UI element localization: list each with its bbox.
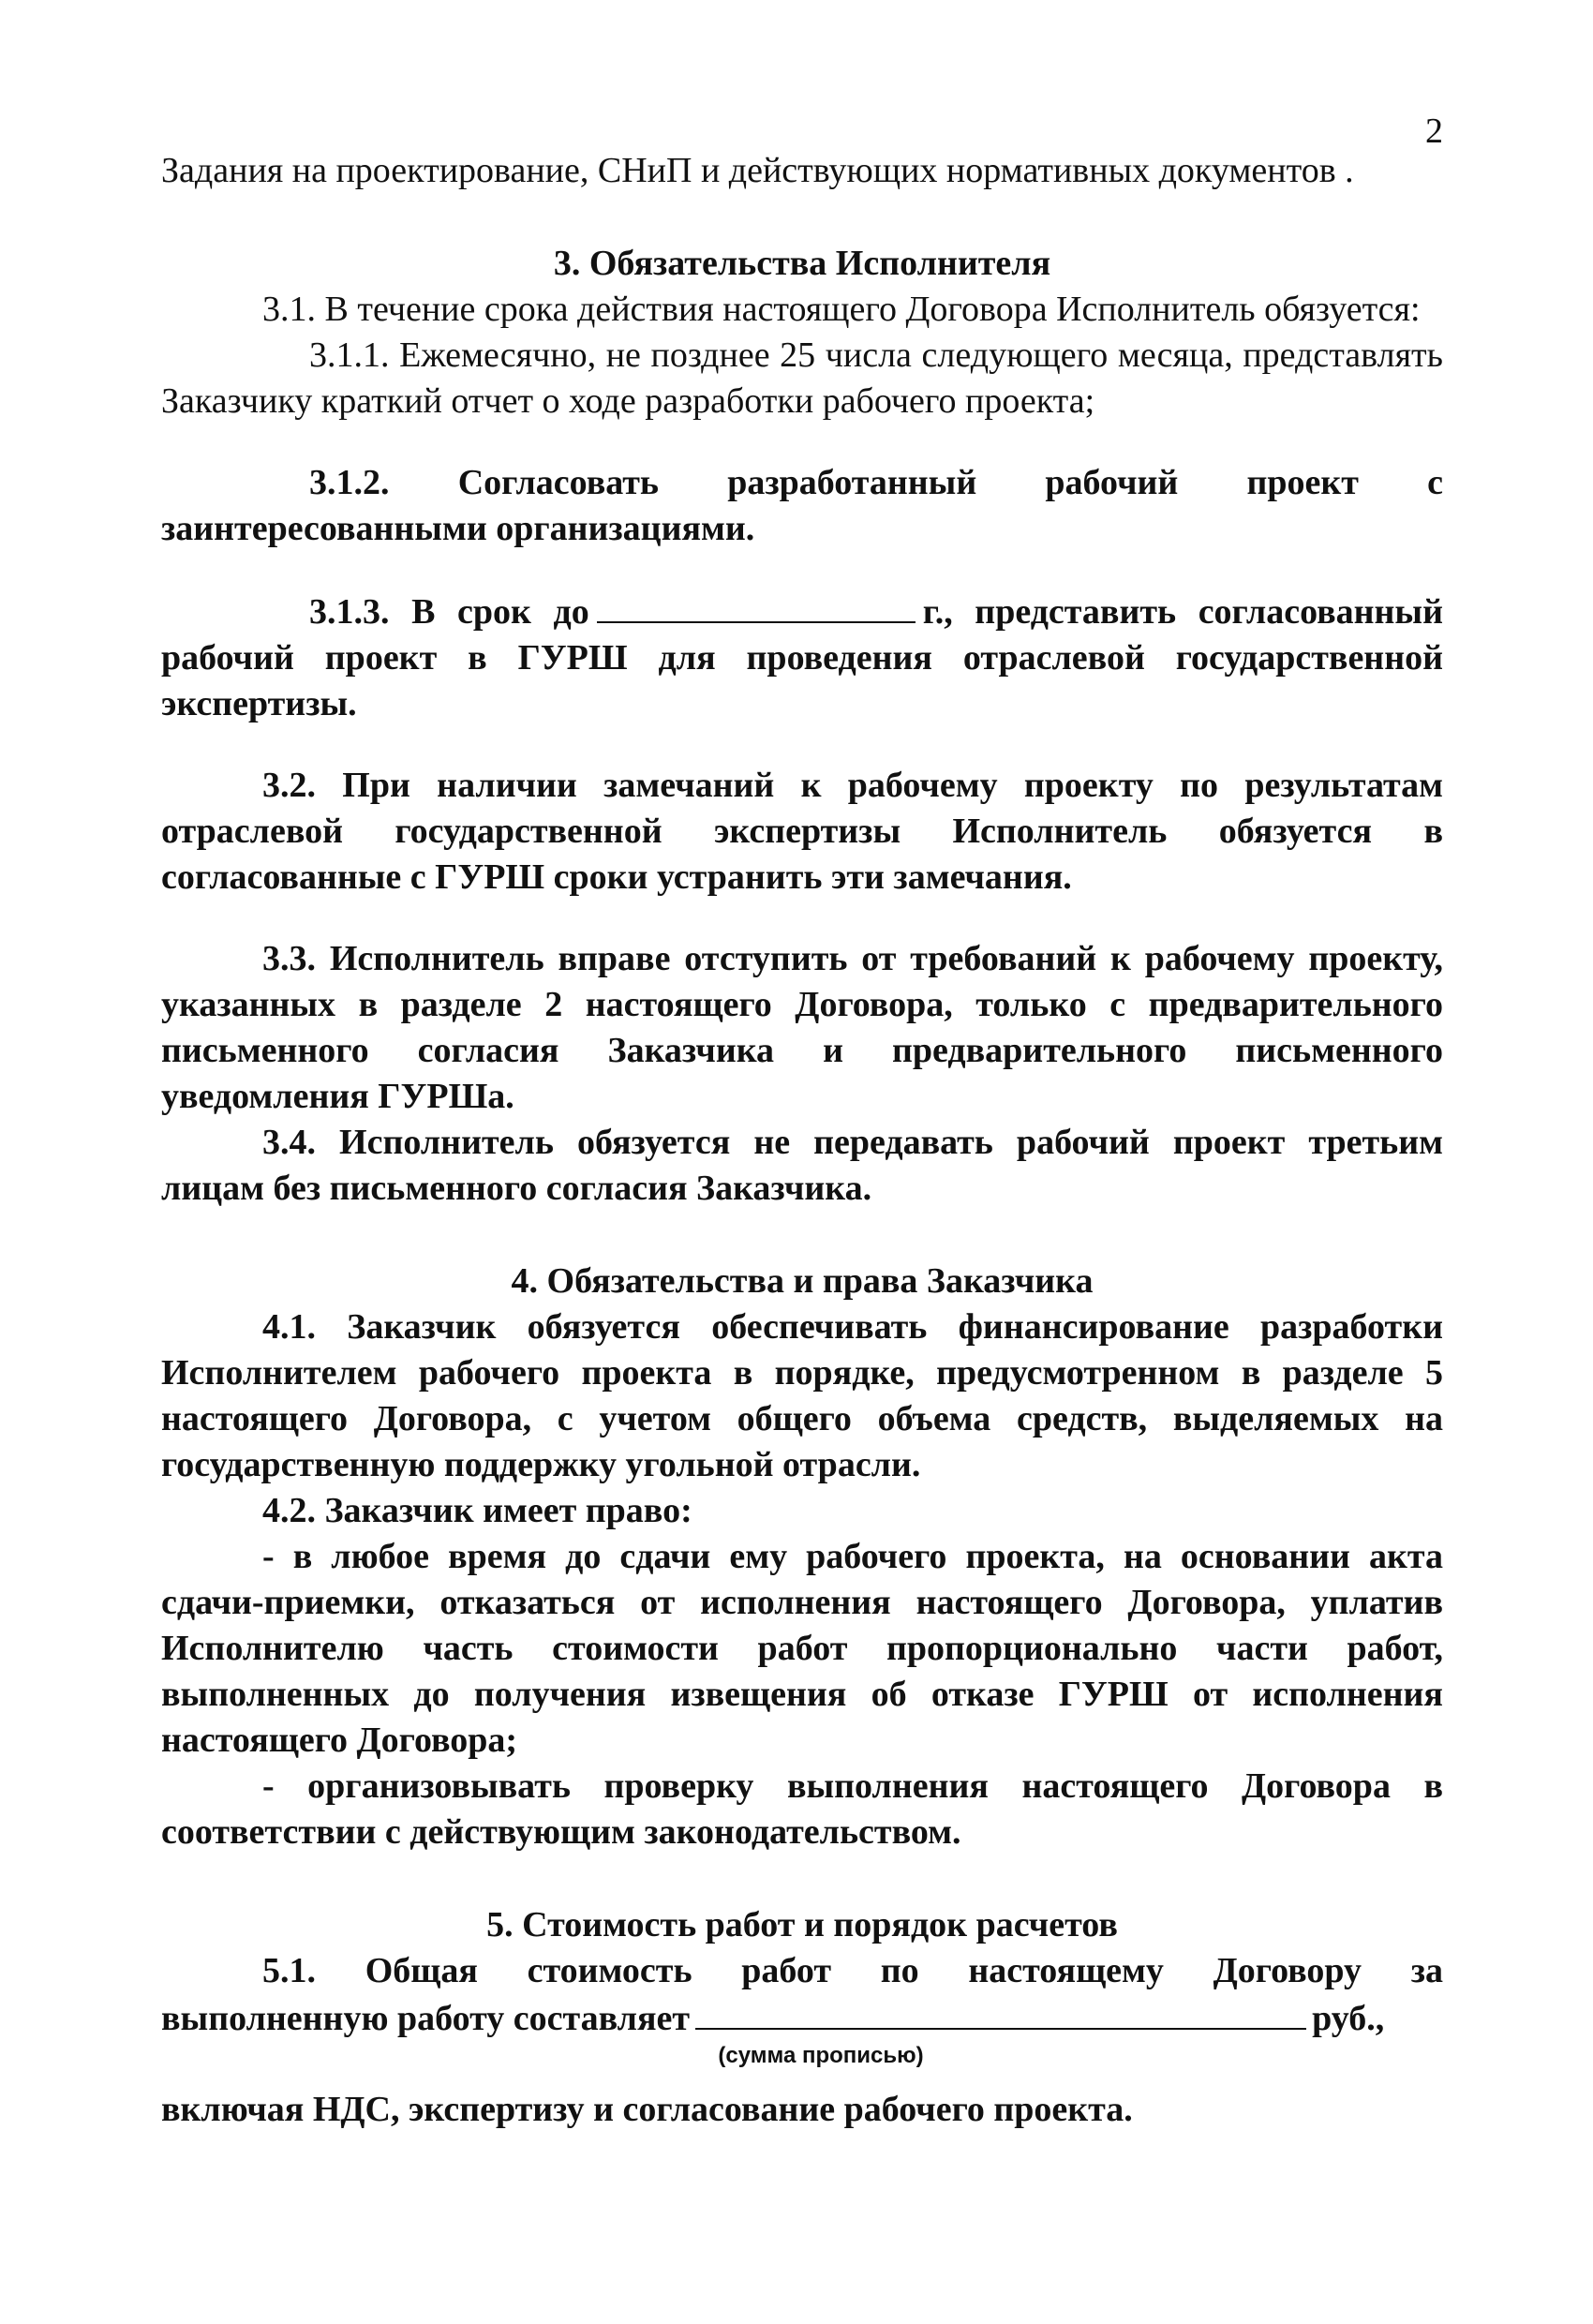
clause-4-2-item-1: - в любое время до сдачи ему рабочего проекта, на основании акта сдачи-приемки, отказаться от исполнения настоящего Договора, уплатив Исполнителю часть стоимости работ пропорционально части работ, выполненных до получения извещения об отказе ГУРШ от исполнения настоящего Договора; [161,1537,1443,1760]
currency-label: руб., [1312,1999,1385,2038]
date-blank-field[interactable] [597,588,916,623]
section-4-heading: 4. Обязательства и права Заказчика [511,1261,1094,1301]
section-5-heading: 5. Стоимость работ и порядок расчетов [486,1905,1118,1944]
clause-4-1: 4.1. Заказчик обязуется обеспечивать финансирование разработки Исполнителем рабочего проекта в порядке, предусмотренном в разделе 5 настоящего Договора, с учетом общего объема средств, выделяемых на государственную поддержку угольной отрасли. [161,1307,1443,1484]
clause-4-2-item-2: - организовывать проверку выполнения настоящего Договора в соответствии с действующим законодательством. [161,1766,1443,1852]
clause-5-1-line-1: 5.1. Общая стоимость работ по настоящему Договору за [262,1951,1443,1990]
section-3-heading: 3. Обязательства Исполнителя [553,244,1051,283]
intro-paragraph: Задания на проектирование, СНиП и действующих нормативных документов . [161,151,1354,190]
page-number: 2 [1425,112,1443,151]
clause-3-1-3-end: г., представить согласованный рабочий проект в ГУРШ для проведения отраслевой государственной экспертизы. [161,592,1443,723]
clause-3-1-3 [161,588,1443,727]
clause-3-4: 3.4. Исполнитель обязуется не передавать рабочий проект третьим лицам без письменного согласия Заказчика. [161,1123,1443,1208]
document-body [161,148,1443,2133]
clause-5-1-line-3: включая НДС, экспертизу и согласование рабочего проекта. [161,2090,1133,2129]
clause-3-1-3-start: 3.1.3. В срок до [309,592,589,632]
amount-blank-field[interactable] [695,1994,1306,2030]
clause-3-2: 3.2. При наличии замечаний к рабочему проекту по результатам отраслевой государственной экспертизы Исполнитель обязуется в согласованные с ГУРШ сроки устранить эти замечания. [161,766,1443,897]
clause-3-1: 3.1. В течение срока действия настоящего Договора Исполнитель обязуется: [262,290,1421,329]
amount-caption: (сумма прописью) [718,2043,924,2068]
clause-3-1-1: 3.1.1. Ежемесячно, не позднее 25 числа следующего месяца, представлять Заказчику краткий отчет о ходе разработки рабочего проекта; [161,335,1443,421]
clause-3-1-2: 3.1.2. Согласовать разработанный рабочий проект с заинтересованными организациями. [161,463,1443,548]
clause-4-2: 4.2. Заказчик имеет право: [262,1491,692,1530]
clause-5-1-amount-label: выполненную работу составляет [161,1999,691,2038]
clause-3-3: 3.3. Исполнитель вправе отступить от требований к рабочему проекту, указанных в разделе 2 настоящего Договора, только с предварительного письменного согласия Заказчика и предварительного письменного уведомления ГУРШа. [161,939,1443,1116]
clause-5-1-line-2 [161,1994,1443,2042]
